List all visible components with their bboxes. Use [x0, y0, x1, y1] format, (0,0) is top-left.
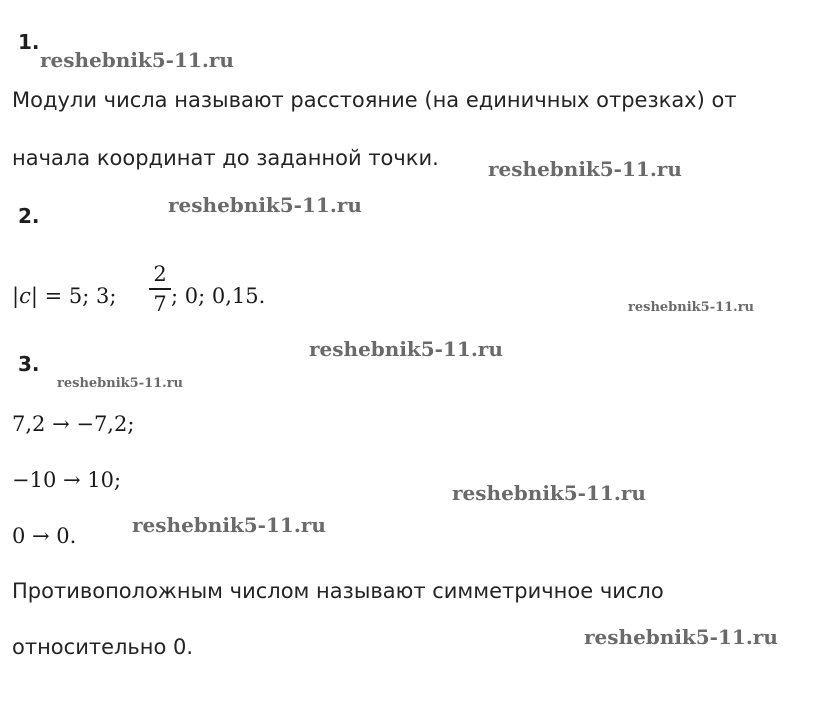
watermark: reshebnik5-11.ru	[488, 157, 682, 181]
fraction-denominator: 7	[153, 291, 167, 316]
section-2-number: 2.	[18, 204, 40, 228]
section-3-text-line-2: относительно 0.	[12, 635, 194, 659]
watermark: reshebnik5-11.ru	[168, 193, 362, 217]
section-2-expression-start: |𝑐| = 5; 3;	[12, 284, 117, 308]
watermark: reshebnik5-11.ru	[584, 625, 778, 649]
watermark: reshebnik5-11.ru	[309, 337, 503, 361]
watermark: reshebnik5-11.ru	[57, 376, 184, 391]
mapping-line-3: 0 → 0.	[12, 524, 77, 548]
watermark: reshebnik5-11.ru	[628, 300, 755, 315]
watermark: reshebnik5-11.ru	[132, 513, 326, 537]
mapping-line-2: −10 → 10;	[12, 468, 122, 492]
section-1-number: 1.	[18, 30, 40, 54]
fraction-bar	[149, 288, 171, 290]
fraction-numerator: 2	[153, 262, 167, 286]
watermark: reshebnik5-11.ru	[40, 48, 234, 72]
section-3-text-line-1: Противоположным числом называют симметричное число	[12, 579, 664, 603]
section-1-text-line-1: Модули числа называют расстояние (на единичных отрезках) от	[12, 88, 737, 112]
section-1-text-line-2: начала координат до заданной точки.	[12, 146, 439, 170]
fraction-two-sevenths	[149, 262, 171, 316]
mapping-line-1: 7,2 → −7,2;	[12, 412, 135, 436]
section-2-expression-end: ; 0; 0,15.	[171, 284, 266, 308]
section-3-number: 3.	[18, 352, 40, 376]
watermark: reshebnik5-11.ru	[452, 481, 646, 505]
